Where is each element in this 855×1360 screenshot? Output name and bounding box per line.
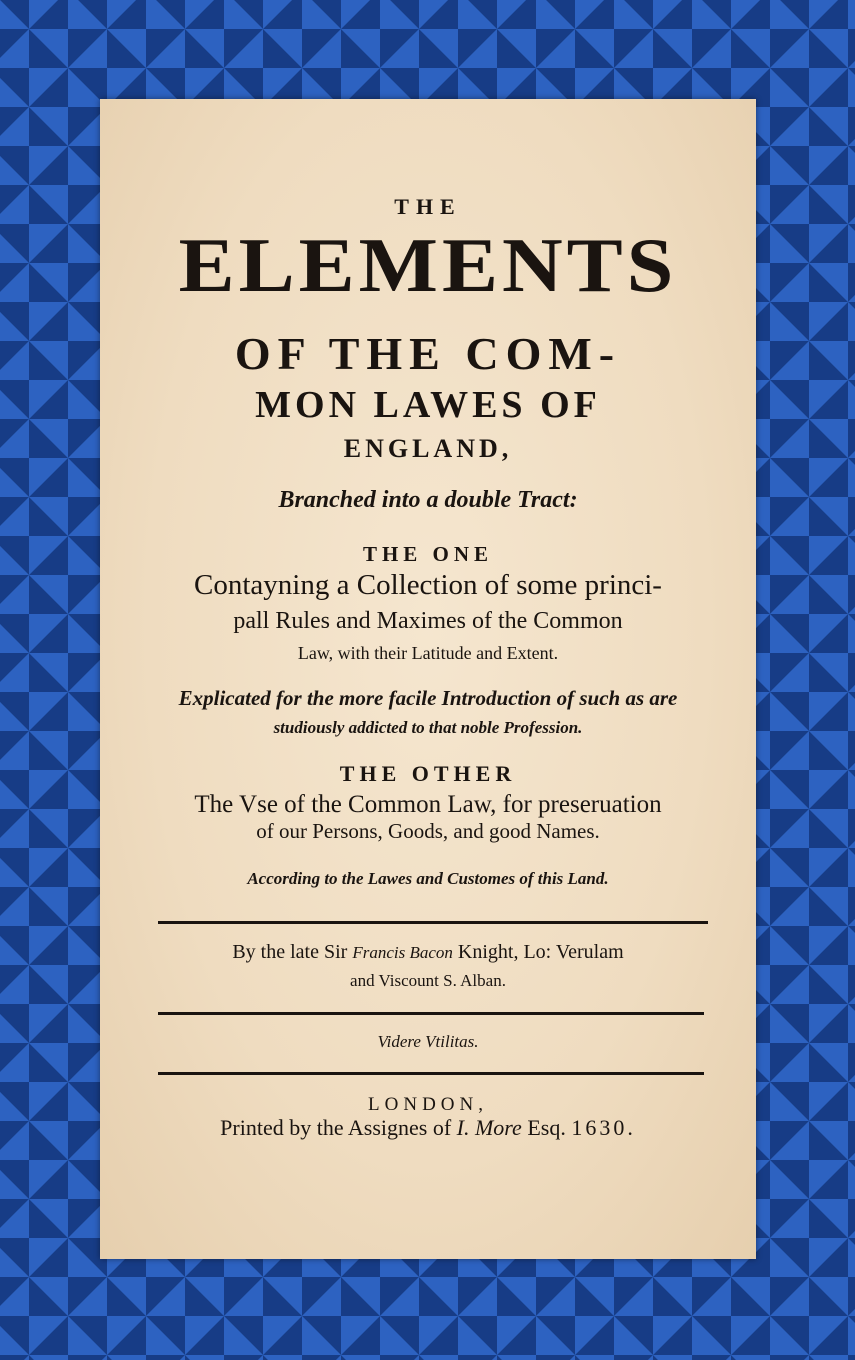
printed-prefix: Printed by the Assignes of: [220, 1115, 452, 1140]
vse-line-2: of our Persons, Goods, and good Names.: [256, 819, 600, 843]
title-line-of-the-com: OF THE COM-: [234, 328, 622, 379]
section-heading-the-other: THE OTHER: [339, 761, 517, 786]
section-heading-the-one: THE ONE: [362, 542, 494, 566]
divider-rule: [158, 1012, 704, 1015]
title-elements: ELEMENTS: [178, 222, 678, 309]
according-line: According to the Lawes and Customes of this Land.: [247, 869, 609, 888]
vse-line-1: The Vse of the Common Law, for preseruation: [194, 791, 662, 818]
contayning-line-3: Law, with their Latitude and Extent.: [297, 643, 559, 663]
contayning-line-1: Contayning a Collection of some princi-: [194, 569, 662, 601]
byline-suffix: Knight, Lo: Verulam: [457, 941, 624, 963]
imprint-year: 1630.: [571, 1115, 636, 1140]
author-byline-2: and Viscount S. Alban.: [350, 971, 506, 990]
author-byline: [100, 942, 756, 962]
imprint-printer: [100, 1117, 756, 1139]
explicated-line-1: Explicated for the more facile Introduction of such as are: [178, 686, 678, 710]
title-line-mon-lawes: MON LAWES OF: [255, 384, 601, 426]
author-name: Francis Bacon: [352, 943, 453, 962]
motto: Videre Vtilitas.: [377, 1032, 479, 1051]
printer-name: I. More: [456, 1115, 522, 1140]
subtitle-branched: Branched into a double Tract:: [278, 487, 578, 513]
title-page: [100, 99, 756, 1259]
title-line-england: ENGLAND,: [343, 434, 513, 463]
printed-suffix: Esq.: [527, 1115, 566, 1140]
contayning-line-2: pall Rules and Maximes of the Common: [233, 608, 623, 634]
byline-prefix: By the late Sir: [232, 941, 348, 963]
title-the: THE: [394, 194, 462, 219]
divider-rule: [158, 1072, 704, 1075]
imprint-place: LONDON,: [368, 1094, 488, 1115]
divider-rule: [158, 921, 708, 924]
explicated-line-2: studiously addicted to that noble Profession.: [273, 718, 583, 737]
